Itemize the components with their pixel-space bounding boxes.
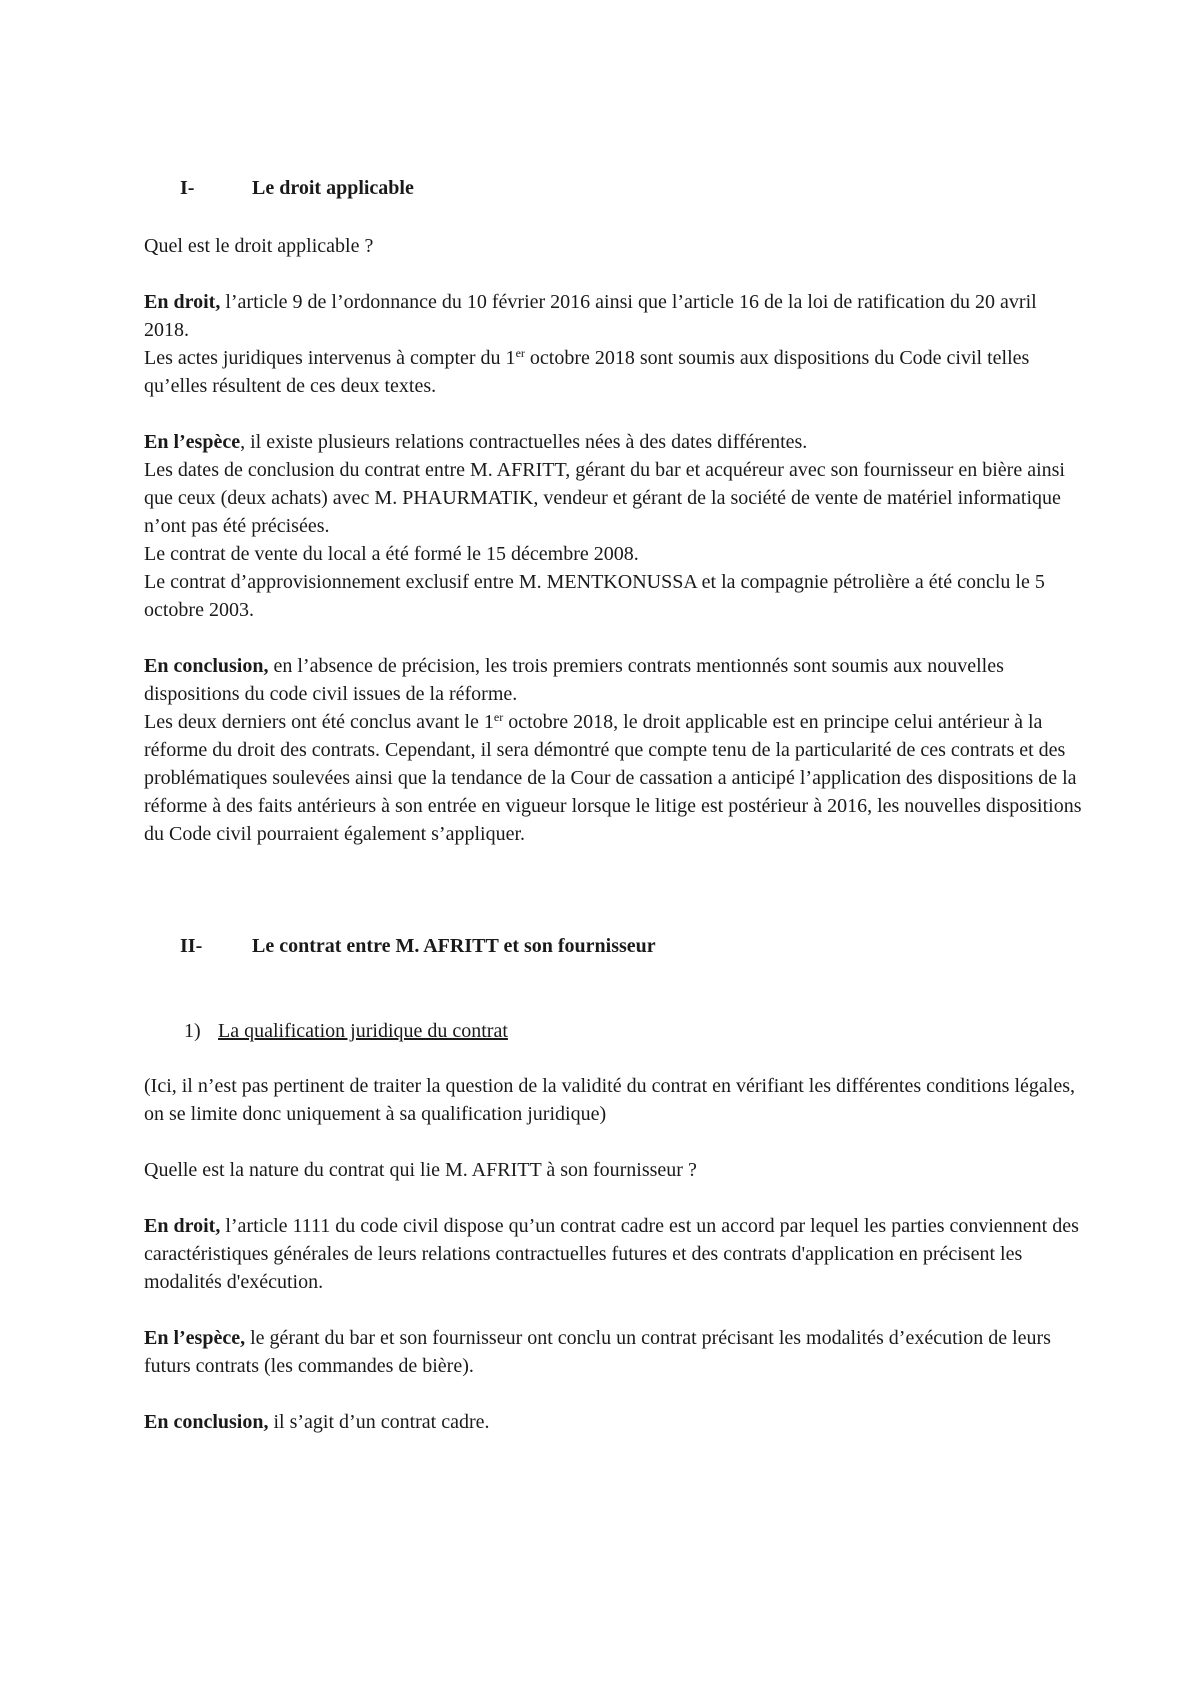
- section-1-number: I-: [180, 177, 195, 199]
- conclusion-2-text: [144, 1408, 1084, 1436]
- section-2-droit-paragraph: [144, 1212, 1084, 1296]
- droit-line2-after: octobre 2018 sont soumis aux dispositions du Code civil telles qu’elles résultent de ces deux textes.: [144, 347, 1030, 397]
- conclusion-body: en l’absence de précision, les trois premiers contrats mentionnés sont soumis aux nouvelles dispositions du code civil issues de la réforme.: [144, 655, 1004, 705]
- droit-label: En droit,: [144, 291, 221, 313]
- droit-2-label: En droit,: [144, 1215, 221, 1237]
- section-1-conclusion-paragraph: [144, 652, 1084, 848]
- droit-2-body: l’article 1111 du code civil dispose qu’un contrat cadre est un accord par lequel les parties conviennent des caractéristiques générales de leurs relations contractuelles futures et des contrats d'application en précisent les modalités d'exécution.: [144, 1215, 1079, 1293]
- espece-label: En l’espèce: [144, 431, 241, 453]
- droit-text: [144, 288, 1084, 344]
- section-2-number: II-: [180, 935, 203, 957]
- section-2-question: [144, 1156, 1084, 1184]
- conclusion-line2: [144, 708, 1084, 848]
- section-2-note: [144, 1072, 1084, 1128]
- espece-line4: Le contrat d’approvisionnement exclusif entre M. MENTKONUSSA et la compagnie pétrolière a été conclu le 5 octobre 2003.: [144, 571, 1045, 621]
- section-1-question: [144, 232, 1084, 260]
- espece-body: , il existe plusieurs relations contractuelles nées à des dates différentes.: [240, 431, 808, 453]
- espece-2-label: En l’espèce,: [144, 1327, 246, 1349]
- conclusion-2-body: il s’agit d’un contrat cadre.: [268, 1411, 490, 1433]
- droit-line2: [144, 344, 1084, 400]
- section-1-heading: [180, 174, 414, 202]
- conclusion-label: En conclusion,: [144, 655, 269, 677]
- conclusion-text: [144, 652, 1084, 708]
- section-2-title: Le contrat entre M. AFRITT et son fournisseur: [252, 935, 656, 957]
- section-2-heading: [180, 932, 656, 960]
- subsection-1-title: La qualification juridique du contrat: [218, 1020, 508, 1042]
- droit-2-text: [144, 1212, 1084, 1296]
- droit-body: l’article 9 de l’ordonnance du 10 février 2016 ainsi que l’article 16 de la loi de ratification du 20 avril 2018.: [144, 291, 1037, 341]
- espece-line2: Les dates de conclusion du contrat entre M. AFRITT, gérant du bar et acquéreur avec son fournisseur en bière ainsi que ceux (deux achats) avec M. PHAURMATIK, vendeur et gérant de la société de vente de matériel informatique n’ont pas été précisées.: [144, 459, 1065, 537]
- conclusion-line2-after: octobre 2018, le droit applicable est en principe celui antérieur à la réforme du droit des contrats. Cependant, il sera démontré que compte tenu de la particularité de ces contrats et des problématiques soulevées ainsi que la tendance de la Cour de cassation a anticipé l’application des dispositions de la réforme à des faits antérieurs à son entrée en vigueur lorsque le litige est postérieur à 2016, les nouvelles dispositions du Code civil pourraient également s’appliquer.: [144, 711, 1082, 845]
- section-1-title: Le droit applicable: [252, 177, 414, 199]
- note-text: (Ici, il n’est pas pertinent de traiter la question de la validité du contrat en vérifiant les différentes conditions légales, on se limite donc uniquement à sa qualification juridique): [144, 1075, 1075, 1125]
- subsection-1-heading: [184, 1017, 508, 1045]
- espece-2-body: le gérant du bar et son fournisseur ont conclu un contrat précisant les modalités d’exécution de leurs futurs contrats (les commandes de bière).: [144, 1327, 1051, 1377]
- conclusion-line2-sup: er: [493, 710, 504, 724]
- espece-2-text: [144, 1324, 1084, 1380]
- question-text: Quel est le droit applicable ?: [144, 235, 374, 257]
- droit-line2-before: Les actes juridiques intervenus à compter du 1: [144, 347, 516, 369]
- subsection-1-number: 1): [184, 1020, 201, 1042]
- question-2-text: Quelle est la nature du contrat qui lie M. AFRITT à son fournisseur ?: [144, 1159, 697, 1181]
- droit-line2-sup: er: [515, 346, 525, 360]
- espece-line3: Le contrat de vente du local a été formé le 15 décembre 2008.: [144, 543, 639, 565]
- section-2-conclusion-paragraph: [144, 1408, 1084, 1436]
- conclusion-line2-before: Les deux derniers ont été conclus avant le 1: [144, 711, 494, 733]
- espece-text: [144, 428, 1084, 456]
- section-1-droit-paragraph: [144, 288, 1084, 400]
- section-2-espece-paragraph: [144, 1324, 1084, 1380]
- section-1-espece-paragraph: [144, 428, 1084, 624]
- conclusion-2-label: En conclusion,: [144, 1411, 269, 1433]
